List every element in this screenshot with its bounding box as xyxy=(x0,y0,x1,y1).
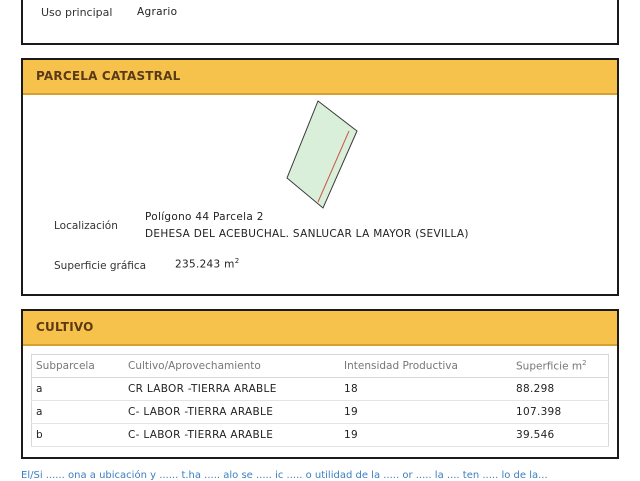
cell-superficie: 39.546 xyxy=(512,424,609,447)
cell-intensidad: 19 xyxy=(340,424,512,447)
table-row xyxy=(32,401,609,424)
table-row xyxy=(32,378,609,401)
col-intensidad: Intensidad Productiva xyxy=(340,355,512,378)
localizacion-line1: Polígono 44 Parcela 2 xyxy=(145,211,264,223)
parcela-catastral-panel xyxy=(21,58,619,296)
cell-superficie: 88.298 xyxy=(512,378,609,401)
cultivo-panel xyxy=(21,309,619,459)
localizacion-line2: DEHESA DEL ACEBUCHAL. SANLUCAR LA MAYOR (SEVILLA) xyxy=(145,228,469,240)
parcel-map xyxy=(285,98,385,213)
localizacion-label: Localización xyxy=(54,220,118,232)
uso-panel xyxy=(21,0,619,45)
col-subparcela: Subparcela xyxy=(32,355,125,378)
parcela-header: PARCELA CATASTRAL xyxy=(23,60,617,95)
cell-subparcela: a xyxy=(32,378,125,401)
cell-subparcela: a xyxy=(32,401,125,424)
cell-subparcela: b xyxy=(32,424,125,447)
superficie-value: 235.243 $m^2$ xyxy=(175,257,240,271)
table-row xyxy=(32,424,609,447)
col-superficie: Superficie $m^2$ xyxy=(512,355,609,378)
superficie-label: Superficie gráfica xyxy=(54,260,147,272)
uso-label: Uso principal xyxy=(41,6,113,19)
cell-intensidad: 19 xyxy=(340,401,512,424)
cell-cultivo: C- LABOR -TIERRA ARABLE xyxy=(124,401,340,424)
cell-cultivo: CR LABOR -TIERRA ARABLE xyxy=(124,378,340,401)
cultivo-header: CULTIVO xyxy=(23,311,617,346)
footer-note: El/Si ...... ona a ubicación y ...... t.ha ..... alo se ..... ic ..... o utilidad de la ..... or ..... la .... ten ..... lo de la... xyxy=(21,470,548,481)
col-cultivo: Cultivo/Aprovechamiento xyxy=(124,355,340,378)
cell-cultivo: C- LABOR -TIERRA ARABLE xyxy=(124,424,340,447)
cell-intensidad: 18 xyxy=(340,378,512,401)
uso-value: Agrario xyxy=(137,6,178,18)
cultivo-table xyxy=(31,354,609,447)
table-header-row xyxy=(32,355,609,378)
uso-row xyxy=(41,6,178,19)
cell-superficie: 107.398 xyxy=(512,401,609,424)
